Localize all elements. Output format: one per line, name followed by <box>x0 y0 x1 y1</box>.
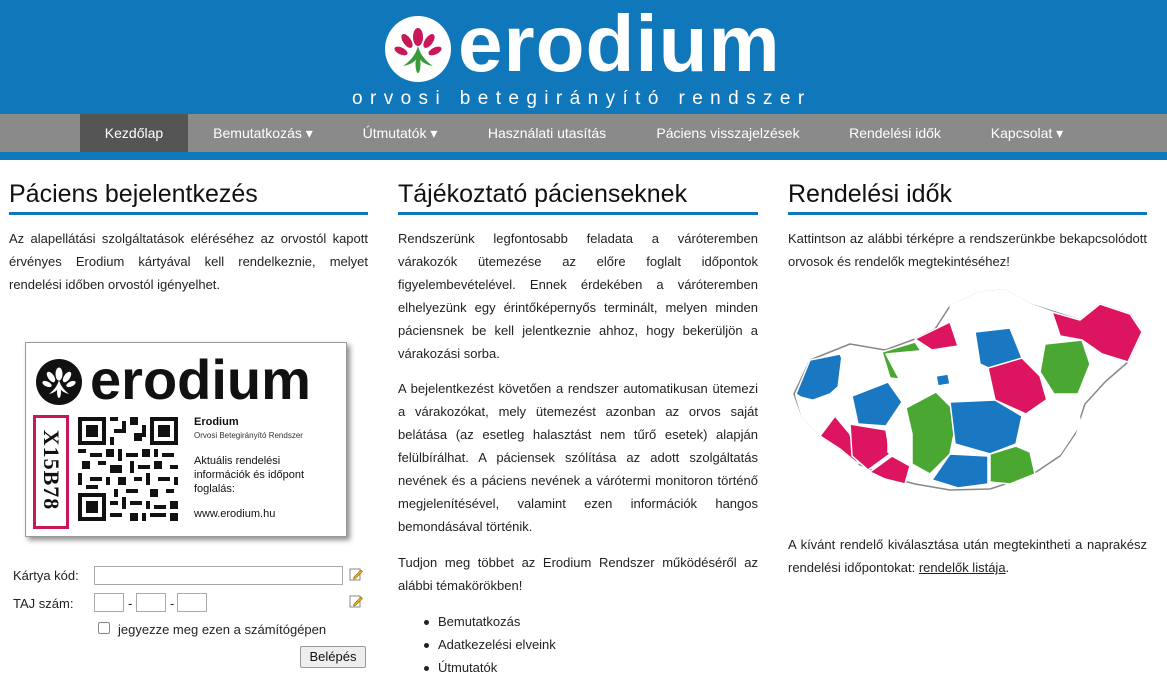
card-code-input[interactable] <box>94 566 343 585</box>
info-paragraph-1: Rendszerünk legfontosabb feladata a váróteremben várakozók ütemezése az előre foglalt időpontok figyelembevételével. Ennek érdekében a váróteremben elhelyezünk egy érintőképernyős terminált, melyen minden páciensnek be kell jelentkeznie ahhoz, hogy bekerüljön a várakozási sorba. <box>398 231 758 361</box>
login-button[interactable]: Belépés <box>300 646 366 668</box>
card-info: Aktuális rendelési információk és időpont foglalás: <box>194 455 305 495</box>
hours-intro: Kattintson az alábbi térképre a rendszerünkbe bekapcsolódott orvosok és rendelők megtekintéséhez! <box>788 231 1147 269</box>
topic-list <box>422 610 556 679</box>
card-name: Erodium <box>194 416 239 428</box>
info-title-rule <box>398 212 758 215</box>
flower-icon <box>385 16 451 82</box>
info-paragraph-3: Tudjon meg többet az Erodium Rendszer működéséről az alábbi témakörökben! <box>398 555 758 593</box>
hours-title: Rendelési idők <box>788 180 952 208</box>
brand-name[interactable]: erodium <box>458 0 781 88</box>
nav-item-contact[interactable]: Kapcsolat ▾ <box>990 125 1064 141</box>
remember-label[interactable]: jegyezze meg ezen a számítógépen <box>118 622 327 637</box>
nav-item-hours[interactable]: Rendelési idők <box>849 125 941 141</box>
hours-outro <box>788 533 1147 579</box>
nav-item-home[interactable]: Kezdőlap <box>80 114 188 152</box>
taj-separator: - <box>170 596 175 611</box>
topic-item[interactable]: Útmutatók <box>422 656 556 679</box>
card-subtitle: Orvosi Betegirányító Rendszer <box>194 431 303 440</box>
nav-underline <box>0 152 1167 160</box>
taj-separator: - <box>128 596 133 611</box>
clinic-list-link[interactable]: rendelők listája <box>918 560 1006 575</box>
topic-item[interactable]: Bemutatkozás <box>422 610 556 633</box>
taj-input-part1[interactable] <box>94 593 124 612</box>
card-brand-name: erodium <box>90 348 311 411</box>
nav-item-guides[interactable]: Útmutatók ▾ <box>362 125 438 141</box>
card-url: www.erodium.hu <box>194 508 276 520</box>
nav-item-instructions[interactable]: Használati utasítás <box>487 125 607 141</box>
nav-item-about[interactable]: Bemutatkozás ▾ <box>213 125 313 141</box>
brand-logo[interactable] <box>385 16 451 82</box>
card-flower-icon <box>36 359 82 405</box>
login-intro: Az alapellátási szolgáltatások eléréséhez az orvostól kapott érvényes Erodium kártyával kell rendelkeznie, melyet rendelési időben orvostól igényelhet. <box>9 231 368 292</box>
taj-label: TAJ szám: <box>13 596 74 611</box>
card-code-box <box>33 415 69 529</box>
hours-outro-end: . <box>1005 560 1010 575</box>
qr-code-icon <box>78 417 178 521</box>
hours-title-rule <box>788 212 1147 215</box>
brand-tagline: orvosi betegirányító rendszer <box>352 88 812 109</box>
main-nav <box>0 114 1167 152</box>
taj-input-part2[interactable] <box>136 593 166 612</box>
info-paragraph-2: A bejelentkezést követően a rendszer automatikusan ütemezi a várakozókat, mely ütemezést azonban az orvos saját belátása (az esetleg halasztást nem tűrő esetek) alapján felülbírálhat. A páciensek szólítása az adott szolgáltatás nevének és a páciens nevének a várótermi monitoron történő megjelenítésével, valamint ezen információk hangos bemondásával történik. <box>398 381 758 534</box>
card-code-label: Kártya kód: <box>13 568 79 583</box>
info-title: Tájékoztató pácienseknek <box>398 180 688 208</box>
hours-outro-text: A kívánt rendelő kiválasztása után megtekintheti a naprakész rendelési időpontokat: <box>788 537 1147 575</box>
taj-input-part3[interactable] <box>177 593 207 612</box>
login-title: Páciens bejelentkezés <box>9 180 258 208</box>
topic-item[interactable]: Adatkezelési elveink <box>422 633 556 656</box>
site-header <box>0 0 1167 114</box>
hungary-county-map[interactable] <box>790 284 1146 496</box>
erodium-card-image <box>25 342 347 537</box>
edit-icon[interactable] <box>349 594 363 608</box>
nav-item-feedback[interactable]: Páciens visszajelzések <box>656 125 800 141</box>
login-title-rule <box>9 212 368 215</box>
edit-icon[interactable] <box>349 567 363 581</box>
remember-checkbox[interactable] <box>98 622 110 634</box>
card-code: X15B78 <box>39 429 64 511</box>
